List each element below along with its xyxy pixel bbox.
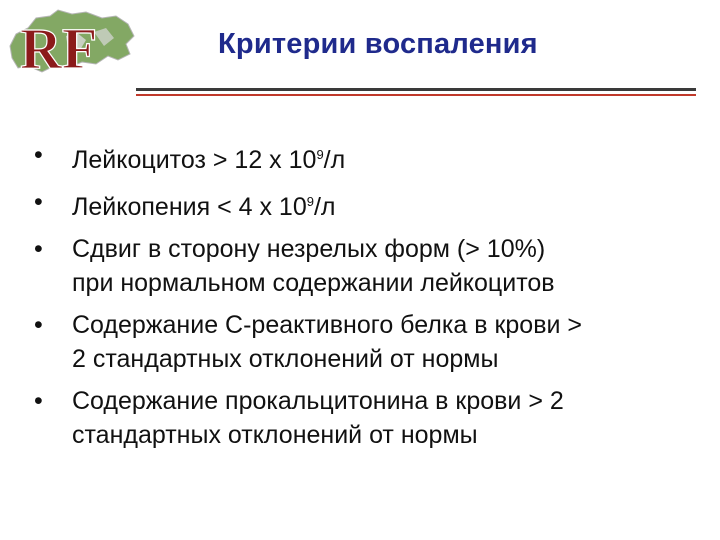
title-rule-red xyxy=(136,94,696,96)
list-item: • Сдвиг в сторону незрелых форм (> 10%) при нормальном содержании лейкоцитов xyxy=(32,232,692,300)
bullet-icon: • xyxy=(34,141,43,169)
list-item: • Лейкопения < 4 х $10^9/л$ xyxy=(32,185,692,224)
bullet-icon: • xyxy=(34,311,43,339)
list-item: • Лейкоцитоз > 12 х $10^9/л$ xyxy=(32,138,692,177)
rf-logo xyxy=(6,6,138,84)
bullet-icon: • xyxy=(34,188,43,216)
title-rule-dark xyxy=(136,88,696,91)
list-item: • Содержание С-реактивного белка в крови > 2 стандартных отклонений от нормы xyxy=(32,308,692,376)
russia-map-logo-icon xyxy=(6,6,138,84)
bullet-icon: • xyxy=(34,387,43,415)
slide-title: Критерии воспаления xyxy=(218,28,538,60)
logo-letters: RF xyxy=(20,16,98,81)
bullet-icon: • xyxy=(34,235,43,263)
criteria-list xyxy=(32,138,692,460)
list-item: • Содержание прокальцитонина в крови > 2 стандартных отклонений от нормы xyxy=(32,384,692,452)
